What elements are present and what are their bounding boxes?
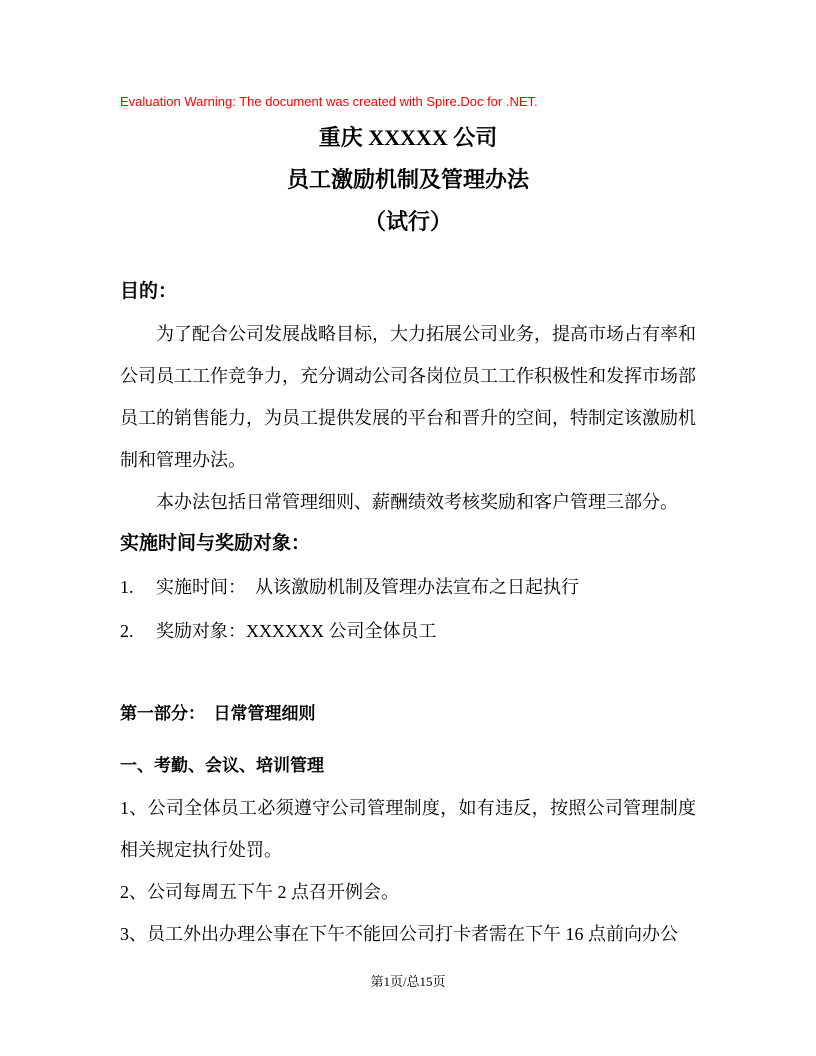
part1-section1-heading: 一、考勤、会议、培训管理 <box>120 756 324 775</box>
implementation-list <box>120 565 696 653</box>
list-item-reward-target <box>120 609 696 653</box>
part1-heading: 第一部分： 日常管理细则 <box>120 704 316 723</box>
evaluation-warning-text: Evaluation Warning: The document was created with Spire.Doc for .NET. <box>120 94 538 109</box>
implementation-heading: 实施时间与奖励对象： <box>120 533 311 554</box>
rule-item-1: 1、公司全体员工必须遵守公司管理制度，如有违反，按照公司管理制度相关规定执行处罚。 <box>120 798 696 860</box>
page-number-indicator: 第1页/总15页 <box>370 974 446 989</box>
list-item-text: 奖励对象：XXXXXX 公司全体员工 <box>156 621 437 641</box>
purpose-paragraph-2: 本办法包括日常管理细则、薪酬绩效考核奖励和客户管理三部分。 <box>156 492 678 512</box>
list-item-implementation-time <box>120 565 696 609</box>
purpose-paragraph-1: 为了配合公司发展战略目标，大力拓展公司业务，提高市场占有率和公司员工工作竞争力，充分调动公司各岗位员工工作积极性和发挥市场部员工的销售能力，为员工提供发展的平台和晋升的空间，特制定该激励机制和管理办法。 <box>120 324 696 470</box>
rule-item-3: 3、员工外出办理公事在下午不能回公司打卡者需在下午 16 点前向办公 <box>120 924 678 944</box>
doc-title-company: 重庆 XXXXX 公司 <box>318 125 498 150</box>
list-item-text: 实施时间： 从该激励机制及管理办法宣布之日起执行 <box>156 577 579 597</box>
rule-item-2: 2、公司每周五下午 2 点召开例会。 <box>120 882 399 902</box>
list-item-number: 2. <box>120 621 134 641</box>
list-item-number: 1. <box>120 577 134 597</box>
doc-title-policy: 员工激励机制及管理办法 <box>286 167 529 192</box>
purpose-heading: 目的： <box>120 281 178 302</box>
doc-title-trial: （试行） <box>363 209 452 234</box>
